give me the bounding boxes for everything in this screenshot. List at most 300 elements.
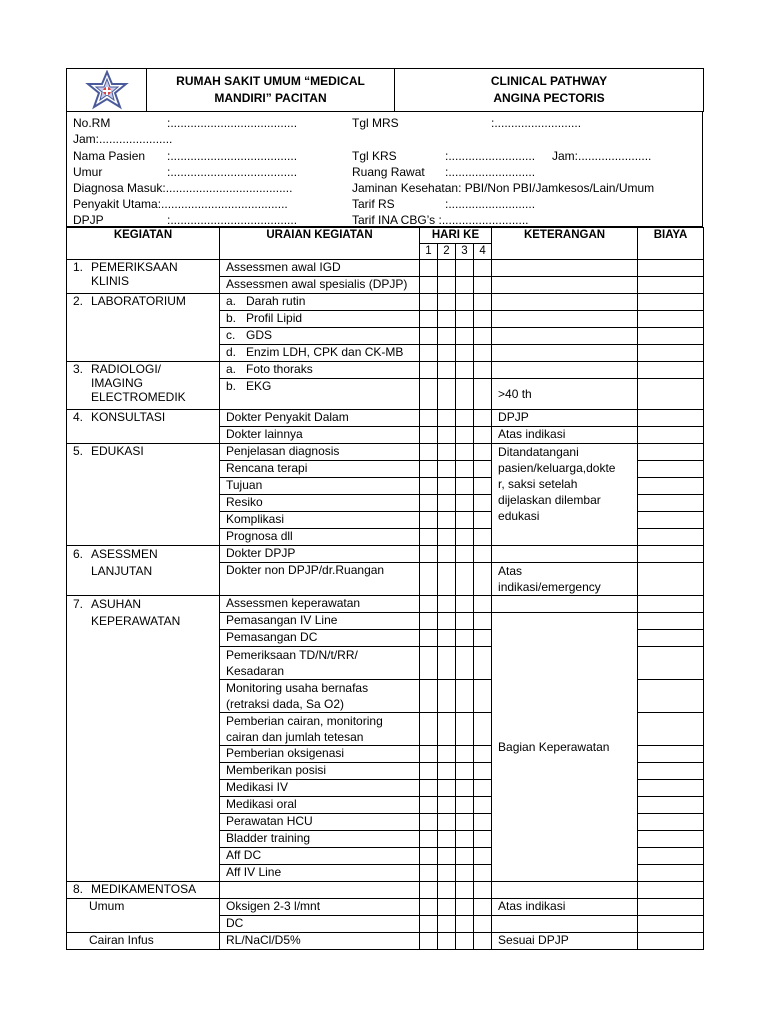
biaya-cell[interactable] — [638, 529, 704, 546]
day-checkbox[interactable] — [420, 546, 438, 563]
day-checkbox[interactable] — [420, 797, 438, 814]
day-checkbox[interactable] — [438, 630, 456, 647]
keterangan-cell[interactable]: >40 th — [492, 379, 638, 410]
day-checkbox[interactable] — [438, 865, 456, 882]
activity-item — [220, 345, 420, 362]
day-checkbox[interactable] — [438, 680, 456, 713]
day-checkbox[interactable] — [456, 596, 474, 613]
dpjp-field[interactable]: ...................................... — [170, 213, 298, 227]
keterangan-cell[interactable] — [492, 916, 638, 933]
day-checkbox[interactable] — [438, 763, 456, 780]
day-checkbox[interactable] — [474, 746, 492, 763]
day-checkbox[interactable] — [420, 495, 438, 512]
day-checkbox[interactable] — [420, 680, 438, 713]
activity-item — [220, 713, 420, 746]
day-checkbox[interactable] — [420, 780, 438, 797]
umur-field[interactable]: ...................................... — [170, 165, 298, 179]
keterangan-cell[interactable] — [492, 362, 638, 379]
day-checkbox[interactable] — [474, 345, 492, 362]
item-line: cairan dan jumlah tetesan — [226, 730, 364, 744]
pathway-title-line2: ANGINA PECTORIS — [493, 91, 605, 105]
biaya-cell[interactable] — [638, 410, 704, 427]
day-checkbox[interactable] — [474, 647, 492, 680]
diagnosa-masuk-field[interactable]: ...................................... — [165, 181, 293, 195]
day-checkbox[interactable] — [438, 362, 456, 379]
activity-item: Assessmen awal spesialis (DPJP) — [220, 277, 420, 294]
colon: : — [167, 165, 171, 179]
ruang-rawat-field[interactable]: .......................... — [448, 165, 536, 179]
day-checkbox[interactable] — [420, 444, 438, 461]
day-2-header: 2 — [438, 244, 456, 260]
activity-item — [220, 311, 420, 328]
item-line: Pemberian cairan, monitoring — [226, 714, 383, 728]
keterangan-line: Ditandatangani — [498, 445, 579, 459]
item-marker: c. — [226, 328, 236, 342]
day-checkbox[interactable] — [474, 780, 492, 797]
biaya-cell[interactable] — [638, 713, 704, 746]
day-checkbox[interactable] — [456, 345, 474, 362]
section-konsultasi — [67, 410, 220, 444]
item-text: Foto thoraks — [246, 362, 313, 376]
biaya-cell[interactable] — [638, 630, 704, 647]
day-checkbox[interactable] — [438, 410, 456, 427]
biaya-cell[interactable] — [638, 933, 704, 950]
activity-item: Aff DC — [220, 848, 420, 865]
section-title: EDUKASI — [91, 444, 144, 458]
day-checkbox[interactable] — [474, 277, 492, 294]
hospital-name-line2: MANDIRI” PACITAN — [214, 91, 327, 105]
day-checkbox[interactable] — [456, 916, 474, 933]
biaya-cell[interactable] — [638, 831, 704, 848]
colon: : — [167, 149, 171, 163]
biaya-cell[interactable] — [638, 916, 704, 933]
day-checkbox[interactable] — [456, 410, 474, 427]
activity-item: Dokter non DPJP/dr.Ruangan — [220, 563, 420, 596]
day-checkbox[interactable] — [456, 277, 474, 294]
day-checkbox[interactable] — [438, 277, 456, 294]
day-checkbox[interactable] — [420, 379, 438, 410]
no-rm-field[interactable]: ...................................... — [170, 116, 298, 130]
keterangan-cell[interactable] — [492, 345, 638, 362]
day-checkbox[interactable] — [420, 427, 438, 444]
activity-item: Prognosa dll — [220, 529, 420, 546]
day-checkbox[interactable] — [420, 512, 438, 529]
section-title: KONSULTASI — [91, 410, 166, 424]
day-checkbox[interactable] — [420, 630, 438, 647]
day-checkbox[interactable] — [420, 277, 438, 294]
day-checkbox[interactable] — [420, 831, 438, 848]
label-jam: Jam: — [73, 132, 100, 146]
day-checkbox[interactable] — [456, 379, 474, 410]
table-row — [67, 882, 704, 899]
section-title: KLINIS — [91, 274, 130, 288]
table-row — [67, 260, 704, 277]
day-checkbox[interactable] — [456, 680, 474, 713]
item-marker: a. — [226, 362, 237, 376]
day-checkbox[interactable] — [456, 478, 474, 495]
day-checkbox[interactable] — [420, 814, 438, 831]
biaya-cell[interactable] — [638, 563, 704, 596]
biaya-cell[interactable] — [638, 882, 704, 899]
day-checkbox[interactable] — [474, 328, 492, 345]
day-checkbox[interactable] — [474, 916, 492, 933]
day-checkbox[interactable] — [438, 899, 456, 916]
day-checkbox[interactable] — [474, 529, 492, 546]
nama-pasien-field[interactable]: ...................................... — [170, 149, 298, 163]
day-checkbox[interactable] — [474, 865, 492, 882]
biaya-cell[interactable] — [638, 899, 704, 916]
day-checkbox[interactable] — [456, 613, 474, 630]
biaya-cell[interactable] — [638, 379, 704, 410]
keterangan-cell[interactable] — [492, 563, 638, 596]
day-checkbox[interactable] — [474, 444, 492, 461]
day-checkbox[interactable] — [474, 478, 492, 495]
item-line: Monitoring usaha bernafas — [226, 681, 369, 695]
biaya-cell[interactable] — [638, 680, 704, 713]
colon: : — [445, 165, 449, 179]
day-checkbox[interactable] — [438, 495, 456, 512]
penyakit-utama-field[interactable]: ...................................... — [161, 197, 288, 211]
tgl-mrs-field[interactable]: .......................... — [494, 116, 582, 130]
biaya-cell[interactable] — [638, 797, 704, 814]
day-checkbox[interactable] — [474, 546, 492, 563]
day-checkbox[interactable] — [420, 596, 438, 613]
day-checkbox[interactable] — [456, 311, 474, 328]
day-checkbox[interactable] — [474, 713, 492, 746]
day-checkbox[interactable] — [474, 563, 492, 596]
day-checkbox[interactable] — [420, 311, 438, 328]
day-checkbox[interactable] — [438, 797, 456, 814]
day-checkbox[interactable] — [438, 444, 456, 461]
table-row — [67, 410, 704, 427]
day-checkbox[interactable] — [420, 916, 438, 933]
keterangan-cell[interactable]: Sesuai DPJP — [492, 933, 638, 950]
day-checkbox[interactable] — [438, 427, 456, 444]
day-checkbox[interactable] — [456, 780, 474, 797]
day-checkbox[interactable] — [456, 797, 474, 814]
tarif-ina-cbg-field[interactable]: .......................... — [441, 213, 529, 227]
biaya-cell[interactable] — [638, 647, 704, 680]
day-checkbox[interactable] — [456, 630, 474, 647]
day-checkbox[interactable] — [420, 345, 438, 362]
day-checkbox[interactable] — [474, 410, 492, 427]
day-checkbox[interactable] — [438, 647, 456, 680]
day-checkbox[interactable] — [456, 461, 474, 478]
biaya-cell[interactable] — [638, 260, 704, 277]
keterangan-cell[interactable] — [492, 546, 638, 563]
day-checkbox[interactable] — [456, 444, 474, 461]
activity-item: Penjelasan diagnosis — [220, 444, 420, 461]
biaya-cell[interactable] — [638, 814, 704, 831]
table-row — [67, 546, 704, 563]
day-checkbox[interactable] — [420, 294, 438, 311]
biaya-cell[interactable] — [638, 461, 704, 478]
day-checkbox[interactable] — [456, 529, 474, 546]
item-marker: b. — [226, 311, 237, 325]
biaya-cell[interactable] — [638, 763, 704, 780]
activity-item: Medikasi IV — [220, 780, 420, 797]
biaya-cell[interactable] — [638, 495, 704, 512]
day-checkbox[interactable] — [438, 563, 456, 596]
day-checkbox[interactable] — [420, 563, 438, 596]
pathway-title-line1: CLINICAL PATHWAY — [490, 74, 608, 88]
biaya-cell[interactable] — [638, 277, 704, 294]
patient-info-block — [66, 112, 703, 227]
col-header-hari-ke: HARI KE — [420, 228, 492, 244]
label-jaminan-kesehatan: Jaminan Kesehatan: PBI/Non PBI/Jamkesos/Lain/Umum — [352, 181, 655, 195]
table-row — [67, 596, 704, 613]
day-checkbox[interactable] — [456, 362, 474, 379]
day-checkbox[interactable] — [474, 933, 492, 950]
keterangan-line: r, saksi setelah — [498, 477, 578, 491]
day-checkbox[interactable] — [438, 379, 456, 410]
day-checkbox[interactable] — [420, 260, 438, 277]
day-checkbox[interactable] — [474, 848, 492, 865]
day-checkbox[interactable] — [438, 311, 456, 328]
day-checkbox[interactable] — [420, 647, 438, 680]
item-marker: b. — [226, 379, 237, 393]
day-checkbox[interactable] — [474, 512, 492, 529]
label-umur: Umur — [73, 165, 103, 179]
day-checkbox[interactable] — [474, 882, 492, 899]
section-title: ELECTROMEDIK — [91, 390, 186, 404]
day-checkbox[interactable] — [474, 630, 492, 647]
day-checkbox[interactable] — [456, 831, 474, 848]
section-laboratorium — [67, 294, 220, 362]
day-checkbox[interactable] — [456, 495, 474, 512]
day-checkbox[interactable] — [456, 763, 474, 780]
biaya-cell[interactable] — [638, 345, 704, 362]
day-checkbox[interactable] — [474, 797, 492, 814]
keterangan-cell[interactable]: Atas indikasi — [492, 427, 638, 444]
section-number: 5. — [73, 444, 84, 458]
day-checkbox[interactable] — [438, 478, 456, 495]
day-checkbox[interactable] — [456, 512, 474, 529]
day-checkbox[interactable] — [456, 814, 474, 831]
keterangan-cell[interactable] — [492, 882, 638, 899]
activity-item: Resiko — [220, 495, 420, 512]
day-checkbox[interactable] — [438, 713, 456, 746]
day-checkbox[interactable] — [438, 328, 456, 345]
table-row — [67, 294, 704, 311]
day-checkbox[interactable] — [438, 882, 456, 899]
day-checkbox[interactable] — [420, 882, 438, 899]
activity-item — [220, 882, 420, 899]
biaya-cell[interactable] — [638, 848, 704, 865]
day-checkbox[interactable] — [438, 260, 456, 277]
keterangan-cell[interactable] — [492, 260, 638, 277]
day-checkbox[interactable] — [456, 899, 474, 916]
keterangan-cell[interactable] — [492, 311, 638, 328]
day-checkbox[interactable] — [420, 933, 438, 950]
biaya-cell[interactable] — [638, 512, 704, 529]
day-checkbox[interactable] — [438, 916, 456, 933]
day-checkbox[interactable] — [420, 328, 438, 345]
keterangan-keperawatan[interactable]: Bagian Keperawatan — [492, 613, 638, 882]
section-title: ASUHAN — [91, 597, 142, 611]
day-checkbox[interactable] — [420, 410, 438, 427]
section-title: MEDIKAMENTOSA — [91, 882, 197, 896]
logo-cell — [67, 69, 147, 112]
day-checkbox[interactable] — [474, 362, 492, 379]
section-edukasi — [67, 444, 220, 546]
hospital-name — [147, 69, 395, 112]
jam-krs-field[interactable]: ...................... — [578, 149, 652, 163]
label-tarif-rs: Tarif RS — [352, 197, 395, 211]
activity-item — [220, 362, 420, 379]
day-checkbox[interactable] — [420, 848, 438, 865]
day-checkbox[interactable] — [474, 461, 492, 478]
label-nama-pasien: Nama Pasien — [73, 149, 146, 163]
day-checkbox[interactable] — [456, 713, 474, 746]
day-checkbox[interactable] — [420, 478, 438, 495]
table-row — [67, 444, 704, 461]
day-checkbox[interactable] — [456, 647, 474, 680]
day-checkbox[interactable] — [420, 362, 438, 379]
keterangan-line: pasien/keluarga,dokte — [498, 461, 616, 475]
day-checkbox[interactable] — [438, 345, 456, 362]
colon: : — [445, 197, 449, 211]
day-checkbox[interactable] — [474, 427, 492, 444]
keterangan-cell[interactable] — [492, 596, 638, 613]
activity-item: Pemberian oksigenasi — [220, 746, 420, 763]
day-checkbox[interactable] — [456, 427, 474, 444]
keterangan-cell[interactable]: DPJP — [492, 410, 638, 427]
day-checkbox[interactable] — [474, 613, 492, 630]
day-checkbox[interactable] — [456, 746, 474, 763]
activity-item: Pemasangan IV Line — [220, 613, 420, 630]
day-checkbox[interactable] — [420, 461, 438, 478]
day-checkbox[interactable] — [420, 763, 438, 780]
biaya-cell[interactable] — [638, 328, 704, 345]
day-checkbox[interactable] — [420, 899, 438, 916]
day-checkbox[interactable] — [438, 746, 456, 763]
day-1-header: 1 — [420, 244, 438, 260]
day-checkbox[interactable] — [438, 596, 456, 613]
hospital-star-logo-icon — [79, 70, 135, 110]
section-number: 6. — [73, 547, 84, 561]
biaya-cell[interactable] — [638, 613, 704, 630]
tarif-rs-field[interactable]: .......................... — [448, 197, 536, 211]
table-row — [67, 899, 704, 916]
colon: : — [445, 149, 449, 163]
day-checkbox[interactable] — [438, 512, 456, 529]
activity-item: Assessmen awal IGD — [220, 260, 420, 277]
day-checkbox[interactable] — [474, 495, 492, 512]
activity-item: Medikasi oral — [220, 797, 420, 814]
day-checkbox[interactable] — [438, 848, 456, 865]
day-checkbox[interactable] — [438, 461, 456, 478]
activity-item: Assessmen keperawatan — [220, 596, 420, 613]
day-checkbox[interactable] — [474, 814, 492, 831]
activity-item — [220, 294, 420, 311]
biaya-cell[interactable] — [638, 444, 704, 461]
activity-item — [220, 379, 420, 410]
day-checkbox[interactable] — [474, 596, 492, 613]
colon: : — [167, 116, 171, 130]
day-checkbox[interactable] — [456, 546, 474, 563]
biaya-cell[interactable] — [638, 311, 704, 328]
item-text: Enzim LDH, CPK dan CK-MB — [246, 345, 404, 359]
day-checkbox[interactable] — [438, 933, 456, 950]
col-header-kegiatan: KEGIATAN — [67, 228, 220, 260]
table-row — [67, 362, 704, 379]
day-checkbox[interactable] — [474, 294, 492, 311]
biaya-cell[interactable] — [638, 865, 704, 882]
colon: : — [491, 116, 495, 130]
keterangan-cell[interactable]: Atas indikasi — [492, 899, 638, 916]
day-checkbox[interactable] — [456, 328, 474, 345]
day-checkbox[interactable] — [474, 763, 492, 780]
day-checkbox[interactable] — [474, 899, 492, 916]
day-checkbox[interactable] — [438, 780, 456, 797]
biaya-cell[interactable] — [638, 362, 704, 379]
col-header-keterangan: KETERANGAN — [492, 228, 638, 260]
day-checkbox[interactable] — [438, 613, 456, 630]
day-checkbox[interactable] — [420, 613, 438, 630]
keterangan-cell[interactable] — [492, 277, 638, 294]
day-checkbox[interactable] — [474, 831, 492, 848]
keterangan-cell[interactable] — [492, 294, 638, 311]
col-header-biaya: BIAYA — [638, 228, 704, 260]
day-checkbox[interactable] — [456, 848, 474, 865]
section-title: LANJUTAN — [91, 564, 153, 578]
colon: : — [167, 213, 171, 227]
day-checkbox[interactable] — [474, 260, 492, 277]
keterangan-cell[interactable] — [492, 328, 638, 345]
day-checkbox[interactable] — [474, 311, 492, 328]
jam-field[interactable]: ...................... — [99, 132, 173, 146]
day-checkbox[interactable] — [456, 882, 474, 899]
biaya-cell[interactable] — [638, 780, 704, 797]
hospital-name-line1: RUMAH SAKIT UMUM “MEDICAL — [176, 74, 365, 88]
biaya-cell[interactable] — [638, 294, 704, 311]
item-marker: d. — [226, 345, 237, 359]
day-checkbox[interactable] — [420, 713, 438, 746]
day-checkbox[interactable] — [456, 865, 474, 882]
day-checkbox[interactable] — [456, 260, 474, 277]
pathway-title — [395, 69, 704, 112]
day-checkbox[interactable] — [438, 546, 456, 563]
day-checkbox[interactable] — [438, 529, 456, 546]
biaya-cell[interactable] — [638, 546, 704, 563]
day-checkbox[interactable] — [474, 379, 492, 410]
day-checkbox[interactable] — [456, 294, 474, 311]
item-text: Profil Lipid — [246, 311, 303, 325]
activity-item: DC — [220, 916, 420, 933]
label-penyakit-utama: Penyakit Utama: — [73, 197, 162, 211]
day-checkbox[interactable] — [438, 294, 456, 311]
biaya-cell[interactable] — [638, 427, 704, 444]
tgl-krs-field[interactable]: .......................... — [448, 149, 536, 163]
day-checkbox[interactable] — [456, 933, 474, 950]
keterangan-edukasi[interactable] — [492, 444, 638, 546]
section-title: RADIOLOGI/ — [91, 362, 162, 376]
day-checkbox[interactable] — [420, 865, 438, 882]
section-title: LABORATORIUM — [91, 294, 186, 308]
biaya-cell[interactable] — [638, 596, 704, 613]
biaya-cell[interactable] — [638, 746, 704, 763]
item-text: EKG — [246, 379, 272, 393]
day-checkbox[interactable] — [456, 563, 474, 596]
activity-item: Pemasangan DC — [220, 630, 420, 647]
day-checkbox[interactable] — [420, 529, 438, 546]
day-checkbox[interactable] — [438, 831, 456, 848]
day-checkbox[interactable] — [474, 680, 492, 713]
biaya-cell[interactable] — [638, 478, 704, 495]
day-checkbox[interactable] — [420, 746, 438, 763]
day-checkbox[interactable] — [438, 814, 456, 831]
